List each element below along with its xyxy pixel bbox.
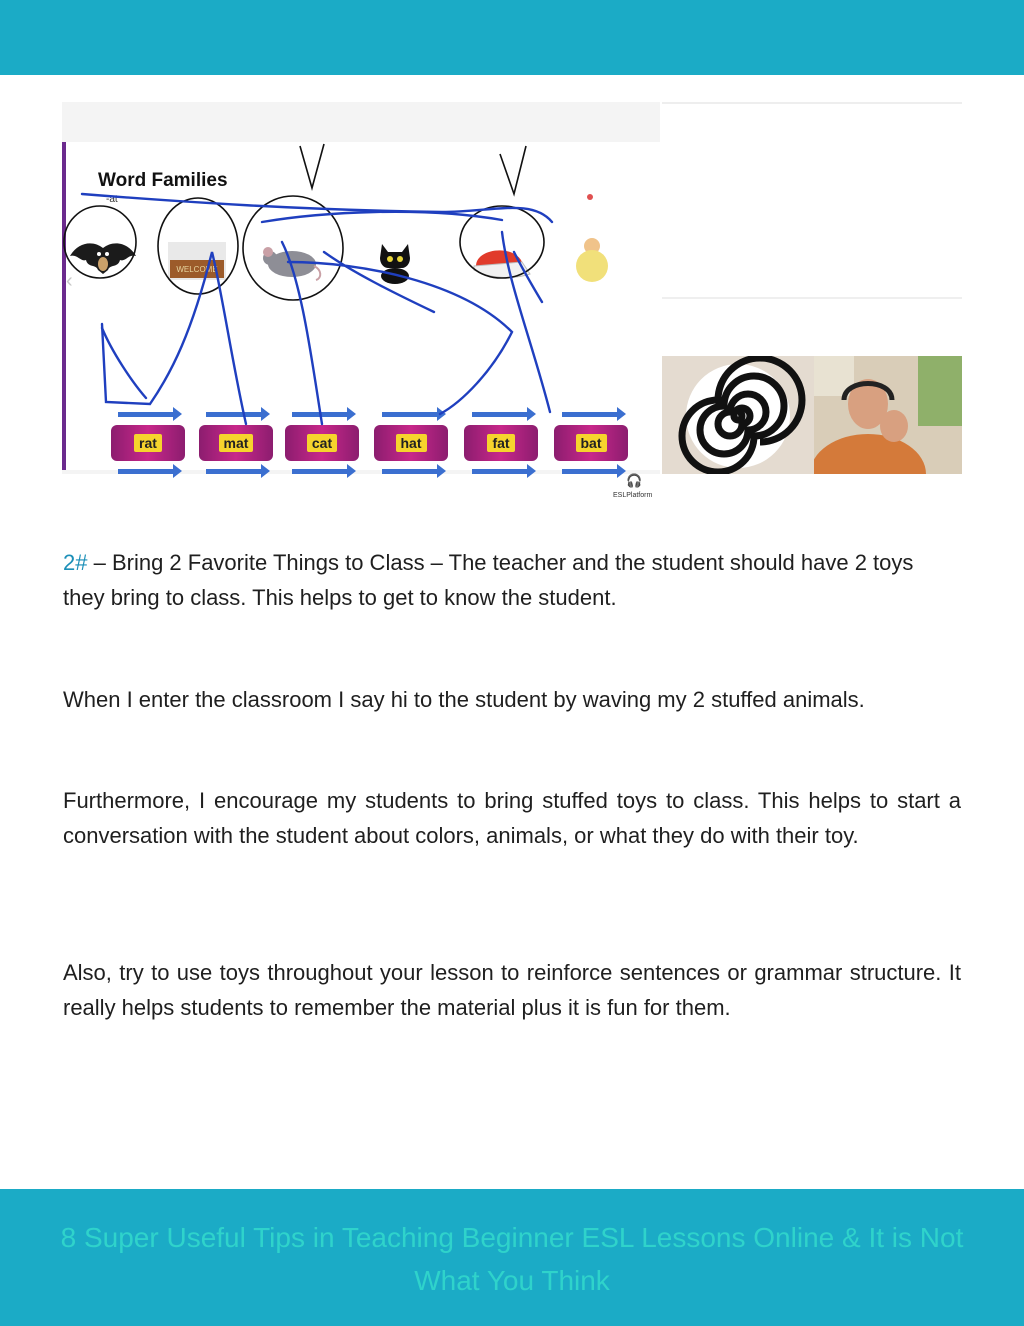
arrow-right-icon xyxy=(118,469,174,474)
student-video xyxy=(662,356,814,474)
arrow-right-icon xyxy=(562,469,618,474)
tip-number: 2# xyxy=(63,550,88,575)
footer-title: 8 Super Useful Tips in Teaching Beginner ESL Lessons Online & It is Not What You Think xyxy=(60,1222,964,1296)
fat-man-picture xyxy=(556,234,626,284)
word-button-rat[interactable]: rat xyxy=(111,425,185,461)
esl-platform-logo: ESLPlatform xyxy=(613,492,653,499)
divider xyxy=(662,297,962,299)
slide-subtitle: -at xyxy=(106,194,118,205)
word-button-bat[interactable]: bat xyxy=(554,425,628,461)
arrow-right-icon xyxy=(118,412,174,417)
cat-picture xyxy=(362,234,432,284)
arrow-right-icon xyxy=(292,469,348,474)
rat-picture xyxy=(256,234,326,284)
arrow-right-icon xyxy=(206,412,262,417)
arrow-right-icon xyxy=(382,412,438,417)
slide-title: Word Families xyxy=(98,170,228,191)
welcome-mat-picture xyxy=(162,234,232,284)
arrow-right-icon xyxy=(562,412,618,417)
cap-picture xyxy=(464,234,534,284)
arrow-right-icon xyxy=(472,412,528,417)
paragraph-tip-2 xyxy=(63,545,961,615)
word-families-slide xyxy=(62,142,660,499)
welcome-text: WELCOME xyxy=(176,265,218,274)
word-button-fat[interactable]: fat xyxy=(464,425,538,461)
lesson-screenshot xyxy=(62,102,962,499)
header-bar xyxy=(0,0,1024,75)
word-button-cat[interactable]: cat xyxy=(285,425,359,461)
arrow-right-icon xyxy=(382,469,438,474)
headphones-icon: 🎧 xyxy=(626,473,643,488)
paragraph-grammar: Also, try to use toys throughout your lesson to reinforce sentences or grammar structure. It really helps students to remember the material plus it is fun for them. xyxy=(63,960,961,1020)
blank-panel xyxy=(662,102,962,356)
paragraph-stuffed-toys: Furthermore, I encourage my students to bring stuffed toys to class. This helps to start a conversation with the student about colors, animals, or what they do with their toy. xyxy=(63,788,961,848)
slide-area xyxy=(62,102,660,499)
arrow-right-icon xyxy=(206,469,262,474)
word-button-hat[interactable]: hat xyxy=(374,425,448,461)
arrow-right-icon xyxy=(292,412,348,417)
tip-2-text: – Bring 2 Favorite Things to Class – The teacher and the student should have 2 toys they bring to class. This helps to get to know the student. xyxy=(63,550,914,610)
word-button-mat[interactable]: mat xyxy=(199,425,273,461)
paragraph-greeting: When I enter the classroom I say hi to the student by waving my 2 stuffed animals. xyxy=(63,687,865,712)
chevron-left-icon[interactable]: ‹ xyxy=(66,270,73,292)
arrow-right-icon xyxy=(472,469,528,474)
teacher-video xyxy=(814,356,962,474)
bat-picture xyxy=(68,234,138,284)
